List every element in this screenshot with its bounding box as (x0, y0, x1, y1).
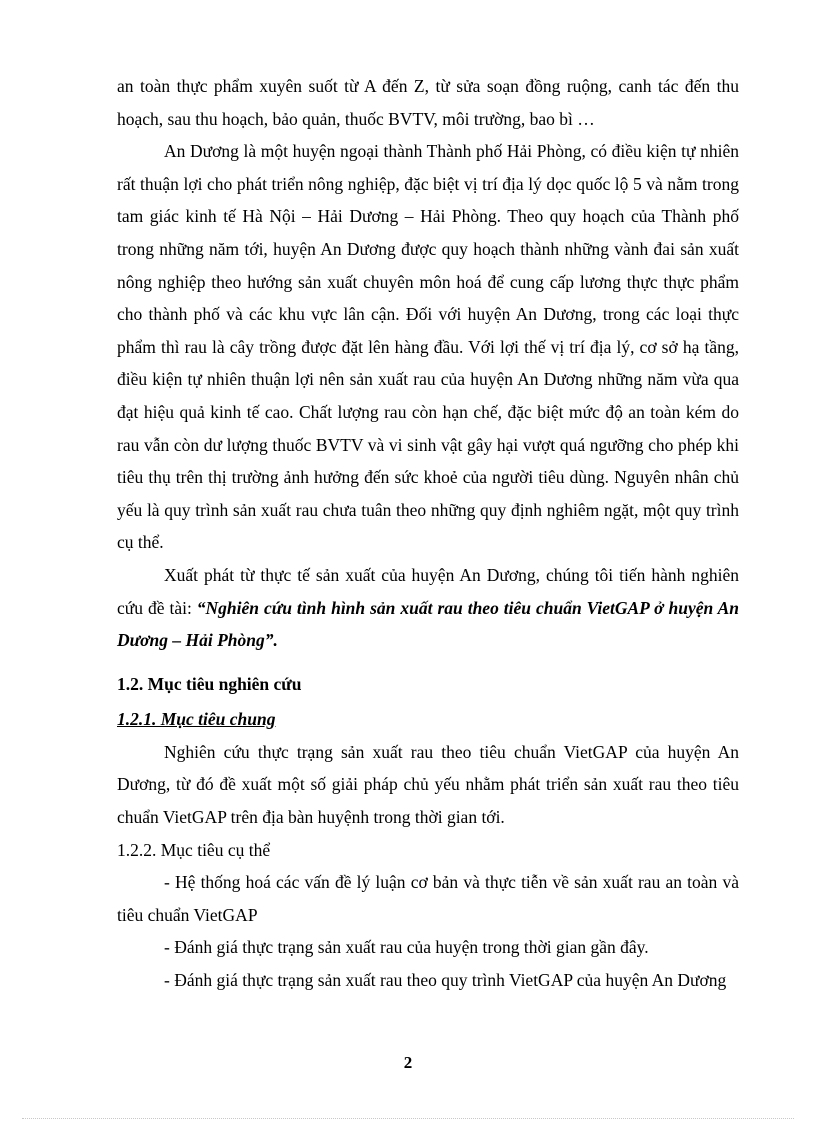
bullet-item: - Đánh giá thực trạng sản xuất rau theo quy trình VietGAP của huyện An Dương (164, 970, 727, 991)
bullet-item: - Đánh giá thực trạng sản xuất rau của huyện trong thời gian gần đây. (164, 937, 649, 958)
bullet-item: - Hệ thống hoá các vấn đề lý luận cơ bản và thực tiễn về sản xuất rau an toàn và tiêu chuẩn VietGAP (117, 872, 739, 925)
research-origin-lead: Xuất phát từ thực tế sản xuất của huyện An Dương, chúng tôi tiến hành nghiên cứu đề tài: (117, 564, 739, 618)
paragraph-general-goal: Nghiên cứu thực trạng sản xuất rau theo tiêu chuẩn VietGAP của huyện An Dương, từ đó đề xuất một số giải pháp chủ yếu nhằm phát triển sản xuất rau theo tiêu chuẩn VietGAP trên địa bàn huyệnh trong thời gian tới. (117, 741, 739, 828)
subsection-heading-1-2-2: 1.2.2. Mục tiêu cụ thể (117, 839, 271, 860)
research-title: “Nghiên cứu tình hình sản xuất rau theo tiêu chuẩn VietGAP ở huyện An Dương – Hải Phòng”. (117, 597, 739, 651)
body-text (117, 70, 739, 997)
paragraph-an-duong: An Dương là một huyện ngoại thành Thành phố Hải Phòng, có điều kiện tự nhiên rất thuận lợi cho phát triển nông nghiệp, đặc biệt vị trí địa lý dọc quốc lộ 5 và nằm trong tam giác kinh tế Hà Nội – Hải Dương – Hải Phòng. Theo quy hoạch của Thành phố trong những năm tới, huyện An Dương được quy hoạch thành những vành đai sản xuất nông nghiệp theo hướng sản xuất chuyên môn hoá để cung cấp lương thực thực phẩm cho thành phố và các khu vực lân cận. Đối với huyện An Dương, trong các loại thực phẩm thì rau là cây trồng được đặt lên hàng đầu. Với lợi thế vị trí địa lý, cơ sở hạ tầng, điều kiện tự nhiên thuận lợi nên sản xuất rau của huyện An Dương những năm vừa qua đạt hiệu quả kinh tế cao. Chất lượng rau còn hạn chế, đặc biệt mức độ an toàn kém do rau vẫn còn dư lượng thuốc BVTV và vi sinh vật gây hại vượt quá ngưỡng cho phép khi tiêu thụ trên thị trường ảnh hưởng đến sức khoẻ của người tiêu dùng. Nguyên nhân chủ yếu là quy trình sản xuất rau chưa tuân theo những quy định nghiêm ngặt, một quy trình cụ thể. (117, 141, 739, 553)
subsection-title-1-2-1: 1.2.1. Mục tiêu chung (117, 709, 276, 730)
paragraph-continuation: an toàn thực phẩm xuyên suốt từ A đến Z, từ sửa soạn đồng ruộng, canh tác đến thu hoạch, sau thu hoạch, bảo quản, thuốc BVTV, môi trường, bao bì … (117, 76, 739, 129)
subsection-heading-1-2-1 (117, 703, 739, 736)
paragraph-research-origin (117, 559, 739, 657)
page-bottom-divider (22, 1118, 794, 1119)
section-heading-1-2: 1.2. Mục tiêu nghiên cứu (117, 673, 302, 694)
page-number: 2 (403, 1053, 413, 1072)
